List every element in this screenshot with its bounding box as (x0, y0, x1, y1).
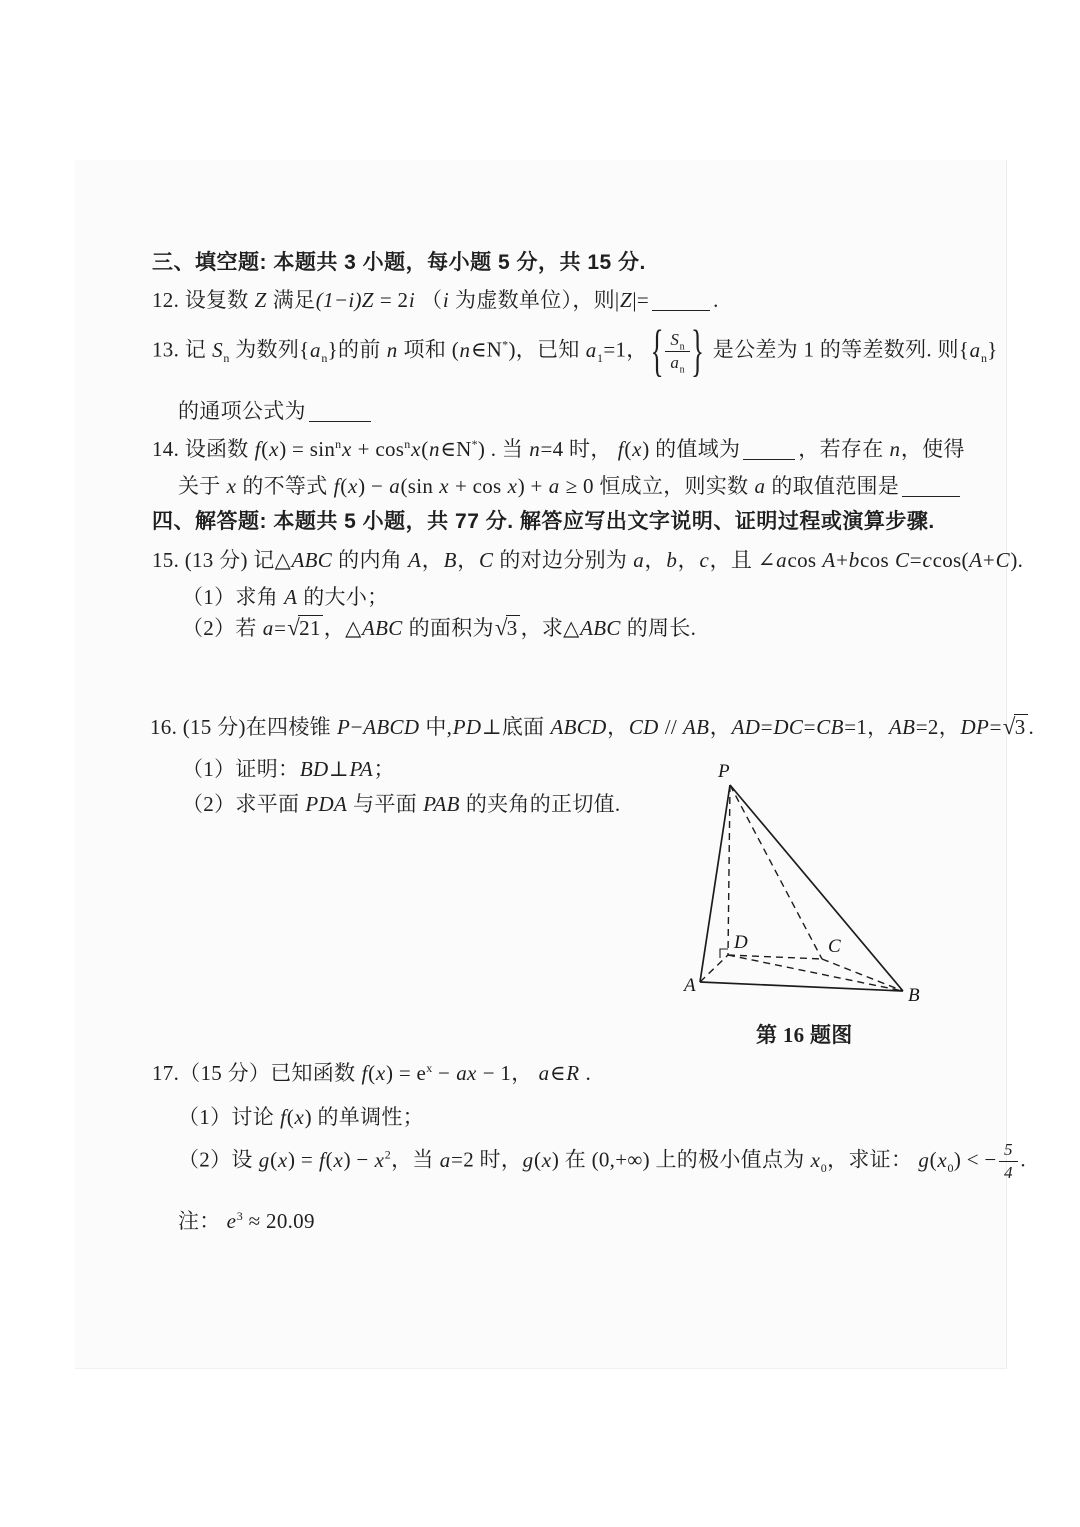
text-segment: 的周长. (621, 616, 697, 640)
math-italic: x (810, 1147, 821, 1172)
text-segment: 12. 设复数 (152, 288, 255, 312)
text-segment: 的夹角的正切值. (460, 792, 621, 816)
text-segment: ( (421, 437, 429, 461)
pyramid-figure (650, 745, 950, 1030)
question-17-line-1 (152, 1060, 591, 1087)
text-segment: （2）求平面 (182, 792, 305, 816)
text-segment: |= (632, 288, 650, 312)
left-brace: { (650, 319, 664, 383)
superscript: x (426, 1061, 433, 1075)
question-16-line-1 (150, 714, 1034, 741)
math-italic: x (507, 474, 518, 498)
math-italic: S (212, 337, 223, 362)
math-italic: ABC (362, 616, 403, 640)
answer-blank (902, 482, 960, 497)
radical-sign: √ (494, 615, 508, 640)
text-segment: = 2 (374, 288, 409, 312)
math-italic: a (754, 474, 766, 498)
math-italic: f (361, 1061, 368, 1085)
text-segment: − (432, 1061, 456, 1085)
question-15-line-1 (152, 547, 1023, 574)
text-segment: 为数列{ (229, 337, 310, 362)
math-italic: c (699, 548, 710, 572)
text-segment: ； (373, 757, 395, 781)
math-italic: A (284, 585, 298, 609)
math-italic: f (617, 437, 624, 461)
math-italic: CD (628, 715, 659, 739)
math-italic: a (548, 474, 560, 498)
math-italic: n (386, 337, 398, 362)
text-segment: =2 时， (451, 1147, 523, 1172)
math-italic: a (776, 548, 787, 572)
sqrt-expression (495, 615, 520, 642)
math-italic: A (969, 548, 983, 572)
math-italic: i (408, 288, 415, 312)
text-segment: ) < − (953, 1147, 997, 1172)
math-italic: (1−i)Z (315, 288, 374, 312)
text-segment: ， (677, 548, 699, 572)
question-17-item-2 (178, 1140, 1026, 1184)
text-segment: ，求△ (520, 616, 580, 640)
sqrt-expression (287, 615, 323, 642)
math-italic: ABCD (550, 715, 607, 739)
text-segment: （2）设 (178, 1147, 259, 1172)
math-italic: a (538, 1061, 550, 1085)
hidden-edge-cb (822, 959, 903, 991)
text-segment: ，若存在 (798, 437, 890, 461)
text-segment: ，当 (391, 1147, 440, 1172)
numerator: $S_n$ (665, 330, 690, 352)
math-italic: x (411, 437, 421, 461)
text-segment: ∈ (549, 1061, 566, 1085)
radicand: 3 (506, 616, 518, 640)
text-segment: = (803, 715, 816, 739)
text-segment: 的面积为 (403, 616, 494, 640)
text-segment: = (989, 715, 1002, 739)
text-segment: （1）讨论 (178, 1105, 280, 1129)
text-segment: = (274, 616, 287, 640)
subscript: 1 (597, 350, 604, 365)
numerator: 5 (999, 1140, 1019, 1162)
text-segment: ∈N (470, 337, 503, 362)
math-italic: a (969, 337, 981, 362)
text-segment: cos (787, 548, 822, 572)
radical-sign: √ (287, 615, 301, 640)
math-italic: b (666, 548, 678, 572)
math-italic: n (428, 437, 440, 461)
math-italic: x (374, 1147, 385, 1172)
math-italic: x (348, 474, 358, 498)
right-brace: } (690, 319, 705, 383)
text-segment: ， (607, 715, 629, 739)
math-italic: P (337, 715, 351, 739)
text-segment: =1， (603, 337, 648, 362)
text-segment: } (987, 337, 998, 362)
superscript: * (502, 337, 509, 352)
math-italic: x (439, 474, 449, 498)
math-italic: x (937, 1147, 948, 1172)
text-segment: 的大小； (297, 585, 389, 609)
question-15-item-2 (182, 615, 696, 642)
math-italic: R (566, 1061, 580, 1085)
denominator: 4 (1004, 1163, 1013, 1183)
vertex-label-d: D (734, 932, 748, 953)
text-segment: − (350, 715, 363, 739)
subscript: n (321, 350, 328, 365)
question-17-item-1 (178, 1104, 424, 1131)
math-italic: CB (816, 715, 844, 739)
math-italic: B (443, 548, 457, 572)
math-italic: PA (349, 757, 374, 781)
text-segment: 13. 记 (152, 337, 212, 362)
section-4-heading: 四、解答题: 本题共 5 小题，共 77 分. 解答应写出文字说明、证明过程或演算步骤. (152, 510, 935, 533)
vertex-label-a: A (684, 975, 696, 996)
text-segment: 注： (178, 1209, 227, 1233)
math-italic: PAB (423, 792, 460, 816)
text-segment: ( (624, 437, 632, 461)
text-segment: ( (325, 1147, 333, 1172)
text-segment: （1）求角 (182, 585, 284, 609)
text-segment: ) 在 (0,+∞) 上的极小值点为 (551, 1147, 811, 1172)
text-segment: ， (644, 548, 666, 572)
text-segment: ⊥ (328, 757, 349, 781)
text-segment: + (836, 548, 849, 572)
math-italic: C (995, 548, 1010, 572)
math-italic: a (262, 616, 274, 640)
question-13-line-1 (152, 319, 998, 383)
math-italic: g (918, 1147, 930, 1172)
sqrt-expression (1003, 714, 1028, 741)
text-segment: 的不等式 (236, 474, 334, 498)
math-italic: x (226, 474, 237, 498)
math-italic: A (408, 548, 422, 572)
math-italic: AB (683, 715, 710, 739)
question-16-item-1 (182, 756, 395, 783)
math-italic: ABC (291, 548, 333, 572)
math-italic: Z (619, 288, 632, 312)
solid-edges (700, 785, 903, 991)
text-segment: ， (421, 548, 444, 572)
text-segment: − 1， (477, 1061, 539, 1085)
math-italic: ax (456, 1061, 477, 1085)
question-14-line-2 (178, 473, 963, 500)
math-italic: a (439, 1147, 451, 1172)
math-italic: g (258, 1147, 270, 1172)
text-segment: . (713, 288, 719, 312)
answer-blank (309, 407, 371, 422)
text-segment: ( (533, 1147, 542, 1172)
text-segment: （2）若 (182, 616, 263, 640)
math-italic: x (294, 1105, 305, 1129)
math-italic: x (541, 1147, 552, 1172)
text-segment: （1）证明： (182, 757, 300, 781)
text-segment: 的对边分别为 (493, 548, 633, 572)
text-segment: ) + (517, 474, 549, 498)
text-segment: ) 的值域为 (642, 437, 741, 461)
text-segment: ) − (343, 1147, 375, 1172)
text-segment: 14. 设函数 (152, 437, 255, 461)
text-segment: ，且 ∠ (709, 548, 776, 572)
math-italic: x (277, 1147, 288, 1172)
math-italic: f (319, 1147, 326, 1172)
text-segment: ， (709, 715, 732, 739)
math-italic: ABCD (363, 715, 420, 739)
text-segment: + cos (352, 437, 405, 461)
math-italic: ABC (580, 616, 621, 640)
math-italic: x (269, 437, 279, 461)
vertex-label-p: P (718, 761, 730, 782)
math-italic: AD (731, 715, 761, 739)
text-segment: // (659, 715, 683, 739)
text-segment: ， (457, 548, 479, 572)
math-italic: a (389, 474, 401, 498)
text-segment: 为虚数单位），则| (449, 288, 620, 312)
superscript: 2 (384, 1147, 392, 1162)
text-segment: cos( (932, 548, 969, 572)
math-italic: x (375, 1061, 386, 1085)
math-italic: a (585, 337, 597, 362)
question-12 (152, 287, 719, 314)
math-italic: n (459, 337, 471, 362)
text-segment: 是公差为 1 的等差数列. 则{ (707, 337, 970, 362)
text-segment: 的通项公式为 (178, 399, 306, 423)
text-segment: ( (270, 1147, 278, 1172)
superscript: * (471, 437, 478, 451)
vertex-label-c: C (828, 936, 841, 957)
text-segment: ) − (358, 474, 389, 498)
text-segment: 中, (419, 715, 453, 739)
figure-caption: 第 16 题图 (756, 1023, 853, 1047)
text-segment: ，使得 (900, 437, 965, 461)
text-segment: ⊥底面 (481, 715, 551, 739)
math-italic: b (848, 548, 860, 572)
math-italic: a (633, 548, 645, 572)
radicand: 21 (299, 616, 321, 640)
math-italic: f (280, 1105, 287, 1129)
text-segment: 的取值范围是 (765, 474, 900, 498)
text-segment: ) = (287, 1147, 319, 1172)
fraction (999, 1140, 1019, 1184)
text-segment: 16. (15 分)在四棱锥 (150, 715, 337, 739)
math-italic: x (341, 437, 352, 461)
fraction (650, 319, 706, 383)
math-italic: C (894, 548, 910, 572)
text-segment: . (579, 1061, 591, 1085)
text-segment: ( (286, 1105, 294, 1129)
text-segment: 15. (13 分) 记△ (152, 548, 292, 572)
text-segment: + (982, 548, 996, 572)
fraction-stack (999, 1140, 1019, 1184)
math-italic: n (889, 437, 901, 461)
text-segment: 满足 (267, 288, 316, 312)
answer-blank (743, 445, 795, 460)
superscript: n (335, 437, 342, 451)
math-italic: i (442, 288, 449, 312)
text-segment: . (1020, 1147, 1026, 1172)
math-italic: f (254, 437, 261, 461)
text-segment: 项和 ( (398, 337, 459, 362)
text-segment: ) 的单调性； (304, 1105, 424, 1129)
math-italic: PDA (305, 792, 348, 816)
math-italic: C (479, 548, 494, 572)
question-14-line-1 (152, 436, 965, 463)
text-segment: 的内角 (332, 548, 408, 572)
math-italic: PD (452, 715, 482, 739)
text-segment: + cos (449, 474, 508, 498)
answer-blank (652, 296, 710, 311)
denominator: $a_n$ (670, 353, 685, 376)
fraction-stack (665, 330, 690, 374)
superscript: 3 (236, 1209, 244, 1223)
note-e-cubed (178, 1208, 315, 1235)
text-segment: ). (1010, 548, 1024, 572)
text-segment: 关于 (178, 474, 227, 498)
text-segment: ) = sin (279, 437, 336, 461)
text-segment: (sin (400, 474, 439, 498)
text-segment: }的前 (327, 337, 387, 362)
text-segment: cos (860, 548, 895, 572)
math-italic: DP (960, 715, 990, 739)
text-segment: =1， (844, 715, 889, 739)
section-3-heading: 三、填空题: 本题共 3 小题，每小题 5 分，共 15 分. (152, 251, 646, 274)
math-italic: A (822, 548, 836, 572)
text-segment: ，求证： (827, 1147, 918, 1172)
text-segment: ( (929, 1147, 937, 1172)
hidden-edge-pd (728, 785, 730, 955)
text-segment: ，△ (323, 616, 362, 640)
math-italic: x (632, 437, 642, 461)
math-italic: a (310, 337, 321, 362)
radical-sign: √ (1002, 714, 1016, 739)
text-segment: （ (415, 288, 443, 312)
text-segment: ( (261, 437, 269, 461)
math-italic: g (522, 1147, 534, 1172)
subscript: 0 (947, 1160, 954, 1175)
text-segment: =2， (915, 715, 960, 739)
text-segment: =4 时， (540, 437, 618, 461)
text-segment: ) = e (386, 1061, 427, 1085)
text-segment: = (909, 548, 922, 572)
text-segment: ) . 当 (477, 437, 529, 461)
math-italic: c (922, 548, 933, 572)
math-italic: f (333, 474, 340, 498)
text-segment: ≥ 0 恒成立，则实数 (560, 474, 754, 498)
text-segment: 17.（15 分）已知函数 (152, 1061, 361, 1085)
question-15-item-1 (182, 584, 388, 611)
text-segment: ≈ 20.09 (243, 1209, 315, 1233)
math-italic: n (529, 437, 541, 461)
math-italic: x (333, 1147, 344, 1172)
text-segment: ( (340, 474, 348, 498)
math-italic: BD (299, 757, 329, 781)
text-segment: ( (368, 1061, 376, 1085)
math-italic: e (226, 1209, 237, 1233)
subscript: 0 (820, 1160, 828, 1175)
math-italic: DC (773, 715, 804, 739)
text-segment: = (760, 715, 773, 739)
text-segment: ∈N (440, 437, 472, 461)
text-segment: . (1028, 715, 1035, 739)
vertex-label-b: B (908, 985, 920, 1006)
superscript: n (404, 437, 411, 451)
math-italic: Z (254, 288, 267, 312)
text-segment: 与平面 (347, 792, 423, 816)
subscript: n (223, 350, 230, 365)
text-segment: )，已知 (508, 337, 586, 362)
subscript: n (980, 350, 988, 365)
question-16-item-2 (182, 791, 620, 818)
math-italic: AB (888, 715, 916, 739)
question-13-line-2 (178, 398, 374, 425)
radicand: 3 (1014, 715, 1026, 739)
